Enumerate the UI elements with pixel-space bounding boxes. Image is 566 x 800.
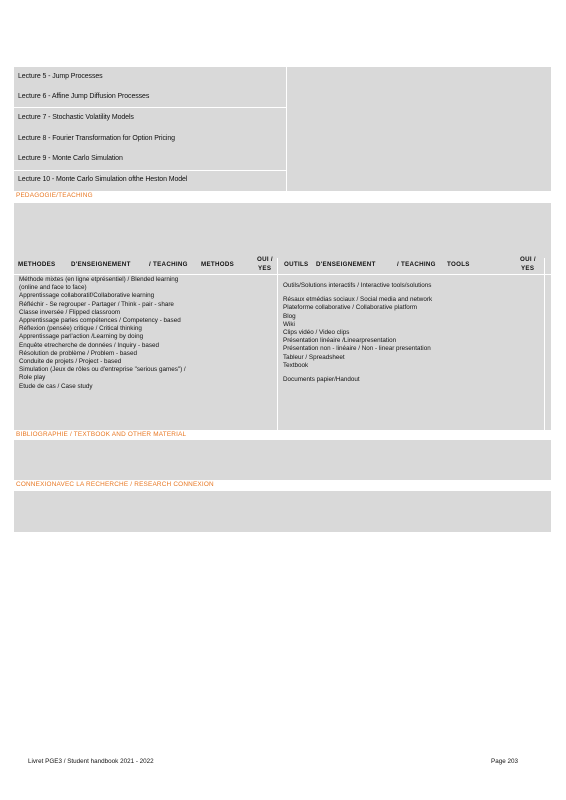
methods-header-word: METHODS <box>201 261 235 268</box>
tool-item: Résaux etmédias sociaux / Social media and network <box>283 296 433 304</box>
lecture-item: Lecture 6 - Affine Jump Diffusion Processes <box>18 93 150 100</box>
tools-yes-header: OUI / <box>520 256 536 263</box>
method-item: Classe inversée / Flipped classroom <box>19 308 121 316</box>
tool-item: Tableur / Spreadsheet <box>283 353 345 361</box>
method-item: Enquête etrecherche de données / Inquiry - based <box>19 341 160 349</box>
tools-list <box>283 282 432 384</box>
method-item: Apprentissage collaboratif/Collaborative learning <box>19 292 155 300</box>
tool-item: Blog <box>283 312 296 320</box>
tool-item: Plateforme collaborative / Collaborative platform <box>283 304 418 312</box>
section-bibliography-title: BIBLIOGRAPHIE / TEXTBOOK AND OTHER MATERIAL <box>16 431 187 438</box>
research-box <box>14 491 551 532</box>
method-item: Réfléchir - Se regrouper - Partager / Think - pair - share <box>19 300 174 308</box>
lectures-table <box>14 67 551 191</box>
footer-page-number: Page 203 <box>491 758 518 765</box>
bibliography-box <box>14 440 551 480</box>
method-item: Etude de cas / Case study <box>19 382 93 390</box>
lectures-column-divider <box>286 67 287 191</box>
method-item: Role play <box>19 374 46 382</box>
pedagogy-header-band <box>14 203 551 258</box>
tools-header-word: TOOLS <box>447 261 470 268</box>
method-item: Réflexion (pensée) critique / Critical thinking <box>19 325 142 333</box>
pedagogy-column-divider <box>277 258 278 430</box>
section-research-title: CONNEXIONAVEC LA RECHERCHE / RESEARCH CONNEXION <box>16 481 214 488</box>
pedagogy-header-line <box>14 274 551 275</box>
method-item: Apprentissage parles compétences / Competency - based <box>19 317 181 325</box>
tool-item: Présentation linéaire /Linearpresentation <box>283 337 397 345</box>
lectures-row-divider <box>14 170 286 171</box>
methods-list <box>19 276 186 391</box>
footer-left: Livret PGE3 / Student handbook 2021 - 2022 <box>28 758 154 765</box>
lectures-row-divider <box>14 107 286 108</box>
tools-header-word: D'ENSEIGNEMENT <box>316 261 376 268</box>
method-item: Apprentissage parl'action /Learning by doing <box>19 333 144 341</box>
methods-yes-header: YES <box>258 265 272 272</box>
lecture-item: Lecture 5 - Jump Processes <box>18 73 103 80</box>
lecture-item: Lecture 9 - Monte Carlo Simulation <box>18 155 123 162</box>
tool-item: Textbook <box>283 361 309 369</box>
method-item: Simulation (Jeux de rôles ou d'entreprise "serious games") / <box>19 366 186 374</box>
methods-header-word: METHODES <box>18 261 56 268</box>
tool-item: Outils/Solutions interactifs / Interactive tools/solutions <box>283 282 432 289</box>
tool-item: Wiki <box>283 320 295 328</box>
lecture-item: Lecture 10 - Monte Carlo Simulation ofthe Heston Model <box>18 176 188 183</box>
tool-item: Présentation non - linéaire / Non - linear presentation <box>283 345 431 353</box>
tools-header-word: / TEACHING <box>397 261 436 268</box>
methods-yes-header: OUI / <box>257 256 273 263</box>
methods-header-word: D'ENSEIGNEMENT <box>71 261 131 268</box>
method-item: Méthode mixtes (en ligne etprésentiel) / Blended learning <box>19 276 179 283</box>
lecture-item: Lecture 7 - Stochastic Volatility Models <box>18 114 134 121</box>
lecture-item: Lecture 8 - Fourier Transformation for Option Pricing <box>18 135 175 142</box>
pedagogy-column-divider <box>544 258 545 430</box>
methods-header-word: / TEACHING <box>149 261 188 268</box>
tools-yes-header: YES <box>521 265 535 272</box>
method-item: Conduite de projets / Project - based <box>19 358 122 366</box>
tool-item: Documents papier/Handout <box>283 376 360 384</box>
tool-item: Clips vidéo / Video clips <box>283 329 350 337</box>
method-item: Résolution de problème / Problem - based <box>19 349 137 357</box>
tools-header-word: OUTILS <box>284 261 309 268</box>
method-item: (online and face to face) <box>19 284 87 292</box>
section-pedagogy-title: PEDAGOGIE/TEACHING <box>16 192 93 199</box>
